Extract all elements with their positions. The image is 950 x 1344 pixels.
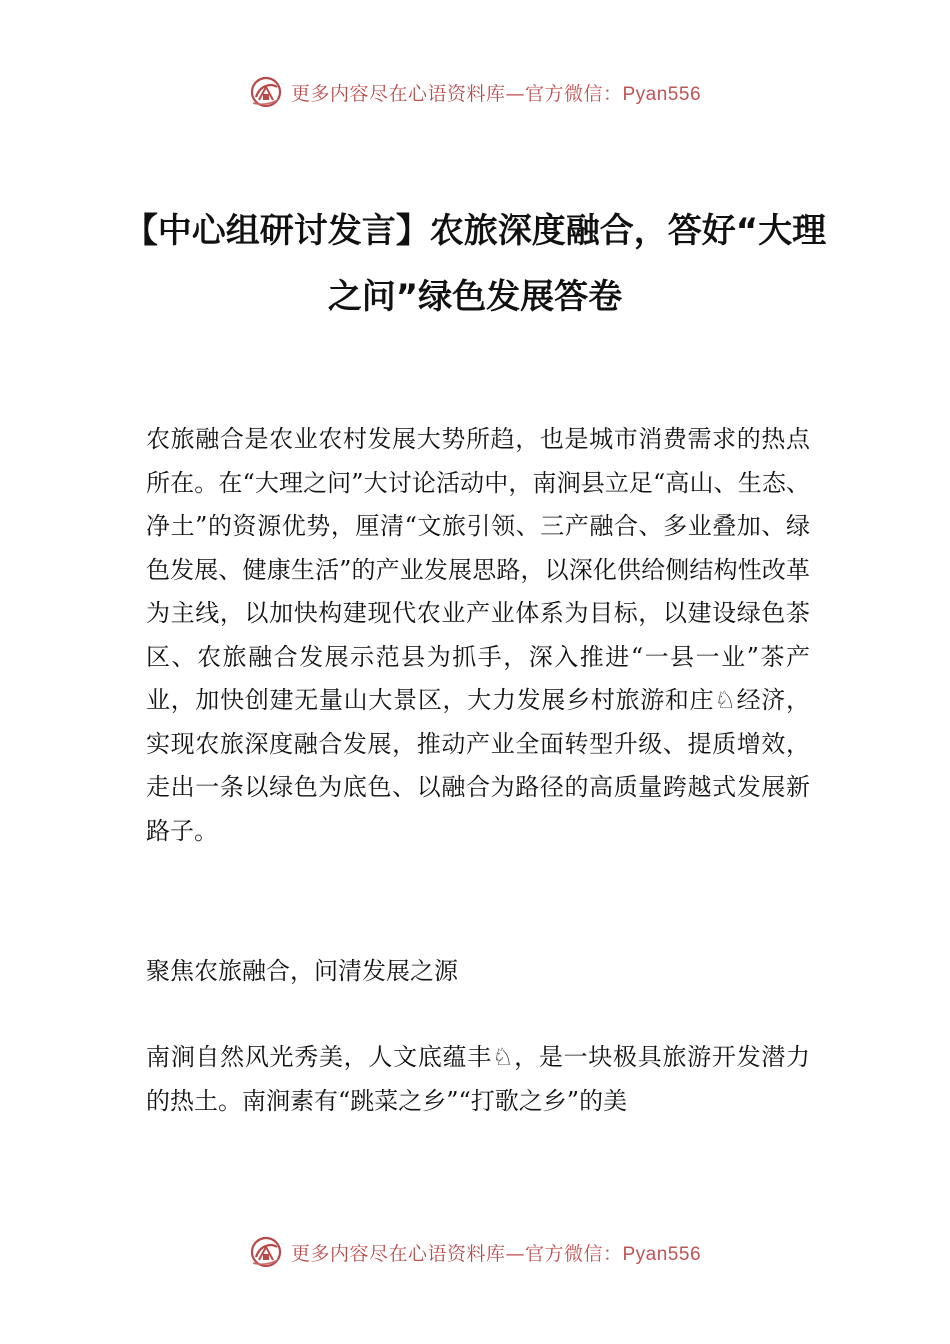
paragraph-2: 南涧自然风光秀美，人文底蕴丰♘，是一块极具旅游开发潜力的热土。南涧素有“跳菜之乡”“打歌之乡”的美	[146, 1043, 810, 1115]
header-wechat-id: Pyan556	[622, 83, 702, 105]
footer-wechat-label: 官方微信：	[524, 1242, 623, 1265]
header-separator: —	[505, 82, 525, 105]
footer-promo	[291, 1239, 701, 1266]
header-promo-text: 更多内容尽在心语资料库	[290, 82, 506, 105]
footer-separator: —	[505, 1242, 525, 1265]
header-banner	[0, 70, 950, 114]
footer-promo-text: 更多内容尽在心语资料库	[290, 1242, 506, 1265]
brand-logo-icon	[249, 1235, 283, 1269]
footer-banner	[0, 1230, 950, 1274]
paragraph-1: 农旅融合是农业农村发展大势所趋，也是城市消费需求的热点所在。在“大理之问”大讨论活动中，南涧县立足“高山、生态、净土”的资源优势，厘清“文旅引领、三产融合、多业叠加、绿色发展、健康生活”的产业发展思路，以深化供给侧结构性改革为主线，以加快构建现代农业产业体系为目标，以建设绿色茶区、农旅融合发展示范县为抓手，深入推进“一县一业”茶产业，加快创建无量山大景区，大力发展乡村旅游和庄♘经济，实现农旅深度融合发展，推动产业全面转型升级、提质增效，走出一条以绿色为底色、以融合为路径的高质量跨越式发展新路子。	[146, 425, 810, 845]
header-promo	[291, 79, 701, 106]
header-wechat-label: 官方微信：	[524, 82, 623, 105]
footer-wechat-id: Pyan556	[622, 1243, 702, 1265]
brand-logo-icon	[249, 75, 283, 109]
document-title: 【中心组研讨发言】农旅深度融合，答好“大理之问”绿色发展答卷	[123, 211, 827, 317]
section-heading: 聚焦农旅融合，问清发展之源	[146, 957, 458, 985]
